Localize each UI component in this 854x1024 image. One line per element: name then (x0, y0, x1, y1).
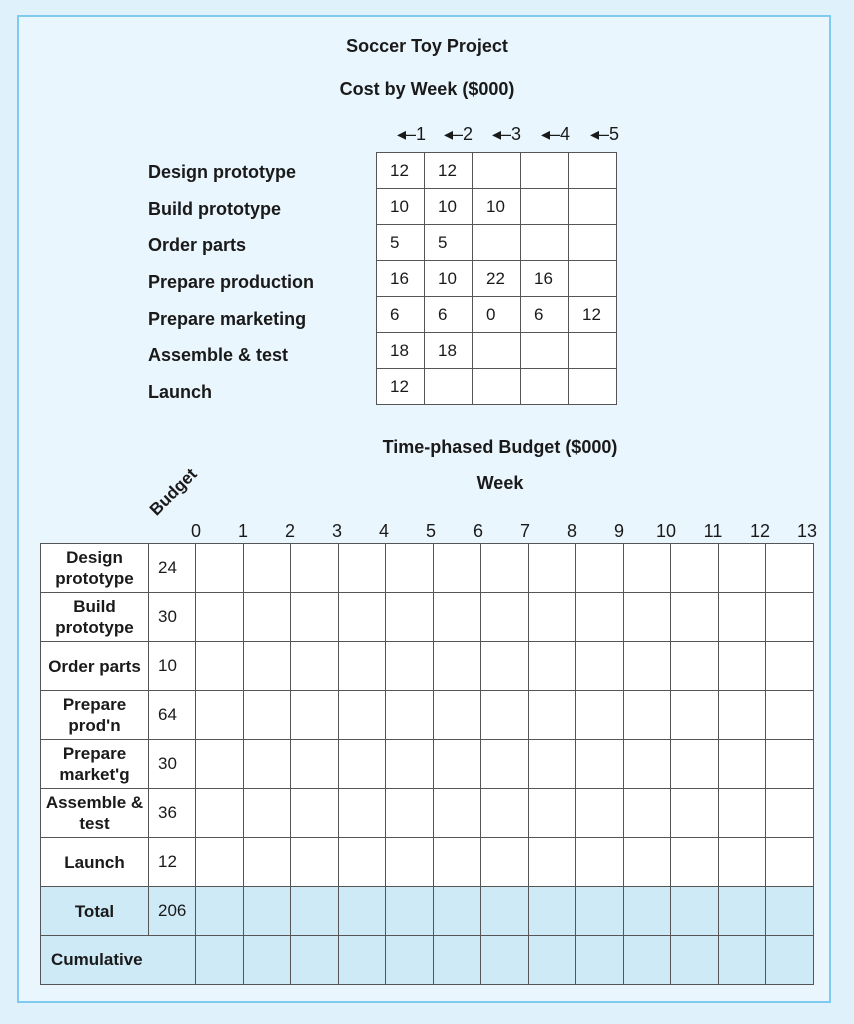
budget-cell (481, 642, 529, 691)
cost-cell (473, 369, 521, 405)
cost-cell: 6 (521, 297, 569, 333)
cost-cell (473, 333, 521, 369)
cost-cell: 5 (425, 225, 473, 261)
budget-cell (766, 887, 814, 936)
total-value: 206 (149, 887, 196, 936)
budget-cell (671, 887, 719, 936)
cost-row-label: Launch (148, 382, 213, 402)
budget-cell (433, 593, 481, 642)
table-row (41, 789, 814, 838)
cumulative-label: Cumulative (41, 936, 196, 985)
budget-cell (576, 593, 624, 642)
budget-cell (196, 740, 244, 789)
budget-cell (576, 789, 624, 838)
budget-cell (243, 593, 291, 642)
total-label: Total (41, 887, 149, 936)
budget-cell (528, 887, 576, 936)
week-number: 1 (237, 521, 249, 541)
budget-cell (386, 642, 434, 691)
cost-cell: 6 (377, 297, 425, 333)
budget-cell (623, 887, 671, 936)
budget-row-label: Design prototype (41, 544, 149, 593)
cost-cell: 18 (377, 333, 425, 369)
table-row (377, 333, 617, 369)
budget-cell (481, 691, 529, 740)
cost-cell: 12 (425, 153, 473, 189)
budget-cell (386, 691, 434, 740)
table-row (377, 189, 617, 225)
budget-cell (766, 789, 814, 838)
budget-cell (481, 789, 529, 838)
budget-cell (243, 838, 291, 887)
table-row (41, 642, 814, 691)
week-number: 0 (190, 521, 202, 541)
budget-value: 36 (149, 789, 196, 838)
budget-cell (433, 544, 481, 593)
table-row (377, 225, 617, 261)
cost-table-title: Cost by Week ($000) (339, 79, 515, 99)
budget-cell (291, 691, 339, 740)
cost-cell: 10 (377, 189, 425, 225)
budget-cell (671, 740, 719, 789)
cost-cell (569, 261, 617, 297)
budget-cell (718, 789, 766, 838)
cost-week-header: ◂–4 (541, 124, 571, 144)
table-row (41, 544, 814, 593)
week-number: 5 (425, 521, 437, 541)
budget-cell (623, 642, 671, 691)
table-row (41, 838, 814, 887)
budget-cell (718, 544, 766, 593)
budget-cell (433, 740, 481, 789)
budget-cell (196, 593, 244, 642)
budget-cell (671, 691, 719, 740)
cost-cell (521, 369, 569, 405)
budget-cell (528, 593, 576, 642)
cost-cell (569, 189, 617, 225)
week-number: 2 (284, 521, 296, 541)
budget-cell (671, 593, 719, 642)
budget-cell (481, 838, 529, 887)
budget-cell (766, 593, 814, 642)
budget-cell (243, 691, 291, 740)
week-number: 10 (655, 521, 677, 541)
budget-cell (576, 691, 624, 740)
budget-row-label: Launch (41, 838, 149, 887)
table-row (41, 593, 814, 642)
budget-cell (671, 544, 719, 593)
budget-value: 12 (149, 838, 196, 887)
budget-cell (433, 789, 481, 838)
budget-value: 64 (149, 691, 196, 740)
budget-cell (528, 544, 576, 593)
cost-week-header: ◂–5 (590, 124, 620, 144)
budget-cell (338, 789, 386, 838)
budget-cell (766, 691, 814, 740)
table-row (377, 153, 617, 189)
budget-cell (576, 838, 624, 887)
budget-cell (338, 936, 386, 985)
total-row (41, 887, 814, 936)
budget-cell (576, 544, 624, 593)
week-number: 4 (378, 521, 390, 541)
budget-cell (291, 544, 339, 593)
budget-cell (671, 789, 719, 838)
cost-row-label: Assemble & test (148, 345, 289, 365)
week-number: 11 (703, 521, 723, 541)
budget-cell (386, 544, 434, 593)
budget-cell (338, 838, 386, 887)
cost-cell: 12 (377, 153, 425, 189)
page-title: Soccer Toy Project (346, 36, 508, 56)
budget-cell (718, 593, 766, 642)
budget-cell (433, 936, 481, 985)
cost-row-label: Prepare marketing (148, 309, 307, 329)
budget-cell (576, 740, 624, 789)
budget-value: 10 (149, 642, 196, 691)
budget-cell (671, 838, 719, 887)
time-phased-budget-table (40, 543, 814, 985)
budget-cell (623, 838, 671, 887)
cost-row-label: Order parts (148, 235, 247, 255)
budget-cell (623, 593, 671, 642)
week-axis-label: Week (476, 473, 524, 493)
budget-cell (718, 936, 766, 985)
budget-cell (623, 544, 671, 593)
week-number: 3 (331, 521, 343, 541)
cost-cell: 18 (425, 333, 473, 369)
cost-by-week-table (376, 152, 617, 405)
budget-row-label: Prepare prod'n (41, 691, 149, 740)
budget-cell (291, 789, 339, 838)
budget-cell (623, 936, 671, 985)
cost-week-header: ◂–1 (397, 124, 427, 144)
budget-cell (386, 593, 434, 642)
cost-cell (521, 189, 569, 225)
budget-cell (196, 887, 244, 936)
budget-cell (766, 740, 814, 789)
budget-cell (291, 936, 339, 985)
cost-cell: 12 (377, 369, 425, 405)
week-number: 13 (796, 521, 818, 541)
budget-cell (528, 740, 576, 789)
budget-cell (766, 838, 814, 887)
table-row (41, 740, 814, 789)
cost-cell: 22 (473, 261, 521, 297)
table-row (377, 369, 617, 405)
budget-cell (766, 544, 814, 593)
budget-cell (386, 838, 434, 887)
budget-cell (386, 936, 434, 985)
budget-cell (433, 838, 481, 887)
budget-cell (433, 887, 481, 936)
cost-cell (473, 225, 521, 261)
week-number: 9 (613, 521, 625, 541)
week-number: 7 (519, 521, 531, 541)
cumulative-row (41, 936, 814, 985)
cost-cell (473, 153, 521, 189)
cost-cell: 10 (425, 189, 473, 225)
cost-cell (569, 225, 617, 261)
cost-row-label: Build prototype (148, 199, 281, 219)
budget-cell (338, 691, 386, 740)
cost-row-label: Prepare production (148, 272, 315, 292)
cost-cell (425, 369, 473, 405)
budget-cell (623, 691, 671, 740)
budget-row-label: Prepare market'g (41, 740, 149, 789)
budget-cell (576, 642, 624, 691)
table-row (377, 261, 617, 297)
budget-cell (338, 593, 386, 642)
budget-cell (481, 740, 529, 789)
budget-cell (291, 740, 339, 789)
budget-cell (528, 936, 576, 985)
budget-cell (291, 887, 339, 936)
budget-row-label: Assemble & test (41, 789, 149, 838)
budget-cell (718, 642, 766, 691)
cost-cell (521, 333, 569, 369)
table-row (41, 691, 814, 740)
budget-cell (291, 838, 339, 887)
budget-cell (243, 789, 291, 838)
budget-cell (338, 740, 386, 789)
budget-row-label: Order parts (41, 642, 149, 691)
budget-cell (481, 936, 529, 985)
budget-cell (291, 642, 339, 691)
budget-row-label: Build prototype (41, 593, 149, 642)
cost-cell: 16 (521, 261, 569, 297)
budget-cell (243, 544, 291, 593)
cost-cell (521, 225, 569, 261)
budget-cell (718, 887, 766, 936)
budget-cell (623, 789, 671, 838)
budget-cell (718, 740, 766, 789)
cost-cell: 5 (377, 225, 425, 261)
cost-cell (569, 333, 617, 369)
budget-cell (718, 838, 766, 887)
budget-cell (243, 887, 291, 936)
cost-cell: 16 (377, 261, 425, 297)
cost-cell: 10 (473, 189, 521, 225)
week-number: 6 (472, 521, 484, 541)
budget-cell (481, 593, 529, 642)
budget-cell (243, 936, 291, 985)
budget-table-title: Time-phased Budget ($000) (382, 437, 618, 457)
cost-cell: 12 (569, 297, 617, 333)
budget-cell (196, 789, 244, 838)
budget-cell (576, 887, 624, 936)
table-row (377, 297, 617, 333)
cost-cell (569, 153, 617, 189)
budget-cell (386, 887, 434, 936)
budget-cell (243, 740, 291, 789)
budget-cell (338, 887, 386, 936)
budget-value: 24 (149, 544, 196, 593)
budget-cell (386, 740, 434, 789)
cost-cell (569, 369, 617, 405)
budget-column-header: Budget (145, 464, 201, 520)
cost-cell: 0 (473, 297, 521, 333)
budget-cell (291, 593, 339, 642)
budget-cell (196, 838, 244, 887)
budget-cell (338, 544, 386, 593)
budget-cell (718, 691, 766, 740)
budget-cell (243, 642, 291, 691)
budget-cell (766, 642, 814, 691)
budget-cell (528, 789, 576, 838)
budget-cell (481, 544, 529, 593)
budget-cell (386, 789, 434, 838)
week-number: 8 (566, 521, 578, 541)
budget-cell (766, 936, 814, 985)
cost-cell (521, 153, 569, 189)
budget-cell (576, 936, 624, 985)
cost-week-header: ◂–2 (444, 124, 474, 144)
cost-cell: 10 (425, 261, 473, 297)
cost-row-label: Design prototype (148, 162, 297, 182)
budget-cell (528, 838, 576, 887)
budget-value: 30 (149, 740, 196, 789)
cost-week-header: ◂–3 (492, 124, 522, 144)
budget-cell (671, 936, 719, 985)
budget-cell (196, 544, 244, 593)
budget-cell (196, 936, 244, 985)
budget-cell (528, 642, 576, 691)
budget-cell (481, 887, 529, 936)
budget-value: 30 (149, 593, 196, 642)
budget-cell (623, 740, 671, 789)
budget-cell (671, 642, 719, 691)
budget-cell (528, 691, 576, 740)
cost-cell: 6 (425, 297, 473, 333)
budget-cell (433, 691, 481, 740)
budget-cell (338, 642, 386, 691)
budget-cell (196, 691, 244, 740)
budget-cell (433, 642, 481, 691)
budget-cell (196, 642, 244, 691)
week-number: 12 (749, 521, 771, 541)
